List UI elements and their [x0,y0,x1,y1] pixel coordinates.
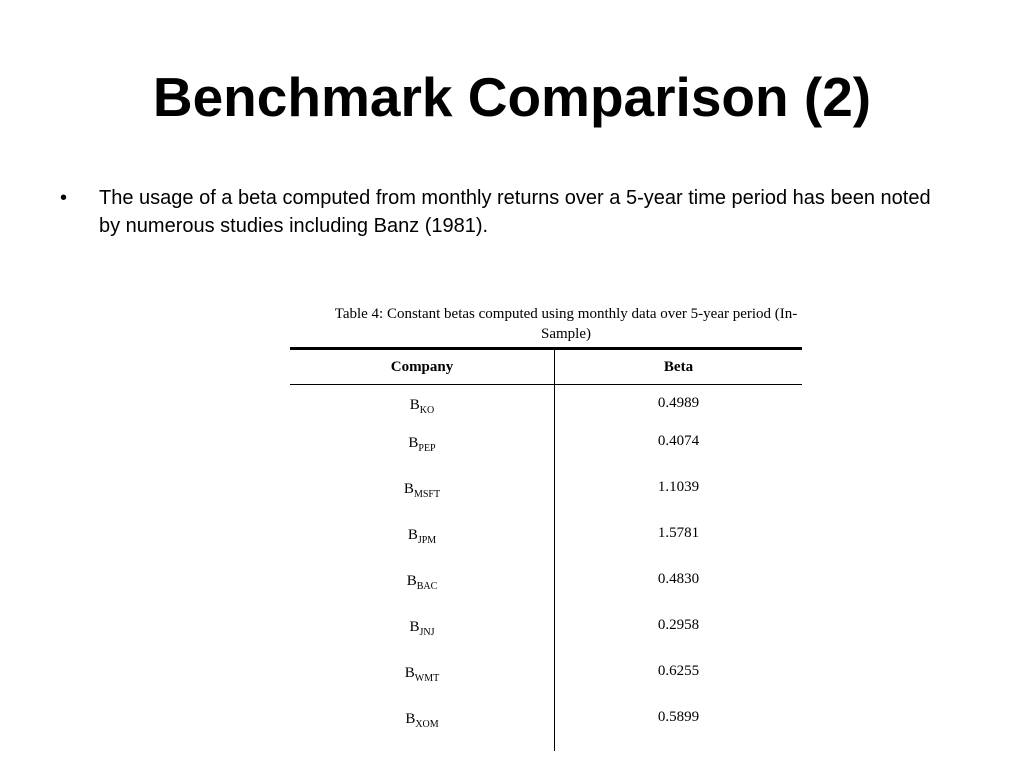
company-cell [290,475,555,521]
beta-symbol: B [408,435,419,451]
table-row [290,705,802,751]
bullet-text: The usage of a beta computed from monthly returns over a 5-year time period has been noted by numerous studies including Banz (1981). [99,187,931,237]
company-cell [290,659,555,705]
column-header-beta: Beta [555,349,803,385]
beta-value: 0.2958 [657,617,700,633]
beta-symbol: B [406,573,417,589]
company-cell [290,429,555,475]
table-row [290,659,802,705]
beta-symbol: B [405,711,416,727]
bullet-marker: • [60,187,68,209]
table-row [290,385,802,430]
company-cell [290,705,555,751]
ticker-subscript: MSFT [413,489,441,500]
company-cell [290,521,555,567]
company-cell [290,385,555,430]
ticker-subscript: JNJ [419,627,435,638]
table-row [290,567,802,613]
beta-symbol: B [409,397,420,413]
ticker-subscript: PEP [418,443,436,454]
ticker-subscript: XOM [415,719,439,730]
beta-symbol: B [407,527,418,543]
beta-value: 1.5781 [657,525,700,541]
beta-symbol: B [404,665,415,681]
table-caption-text: Table 4: Constant betas computed using monthly data over 5-year period (In-Sample) [334,306,798,342]
beta-value: 1.1039 [657,479,700,495]
slide-title: Benchmark Comparison (2) [152,66,872,128]
beta-symbol: B [409,619,420,635]
bullet-list [60,184,950,240]
beta-value: 0.4074 [657,433,700,449]
table-row [290,475,802,521]
table-row [290,613,802,659]
beta-value: 0.5899 [657,709,700,725]
beta-value: 0.6255 [657,663,700,679]
beta-symbol: B [403,481,414,497]
ticker-subscript: BAC [416,581,438,592]
table-row [290,429,802,475]
bullet-item [60,184,950,240]
table-row [290,521,802,567]
beta-value: 0.4830 [657,571,700,587]
ticker-subscript: KO [419,405,435,416]
column-header-company: Company [290,349,555,385]
beta-table [290,347,802,751]
company-cell [290,613,555,659]
table-header-row [290,349,802,385]
ticker-subscript: JPM [417,535,437,546]
ticker-subscript: WMT [414,673,440,684]
beta-value: 0.4989 [657,395,700,411]
table-caption [290,304,842,344]
company-cell [290,567,555,613]
